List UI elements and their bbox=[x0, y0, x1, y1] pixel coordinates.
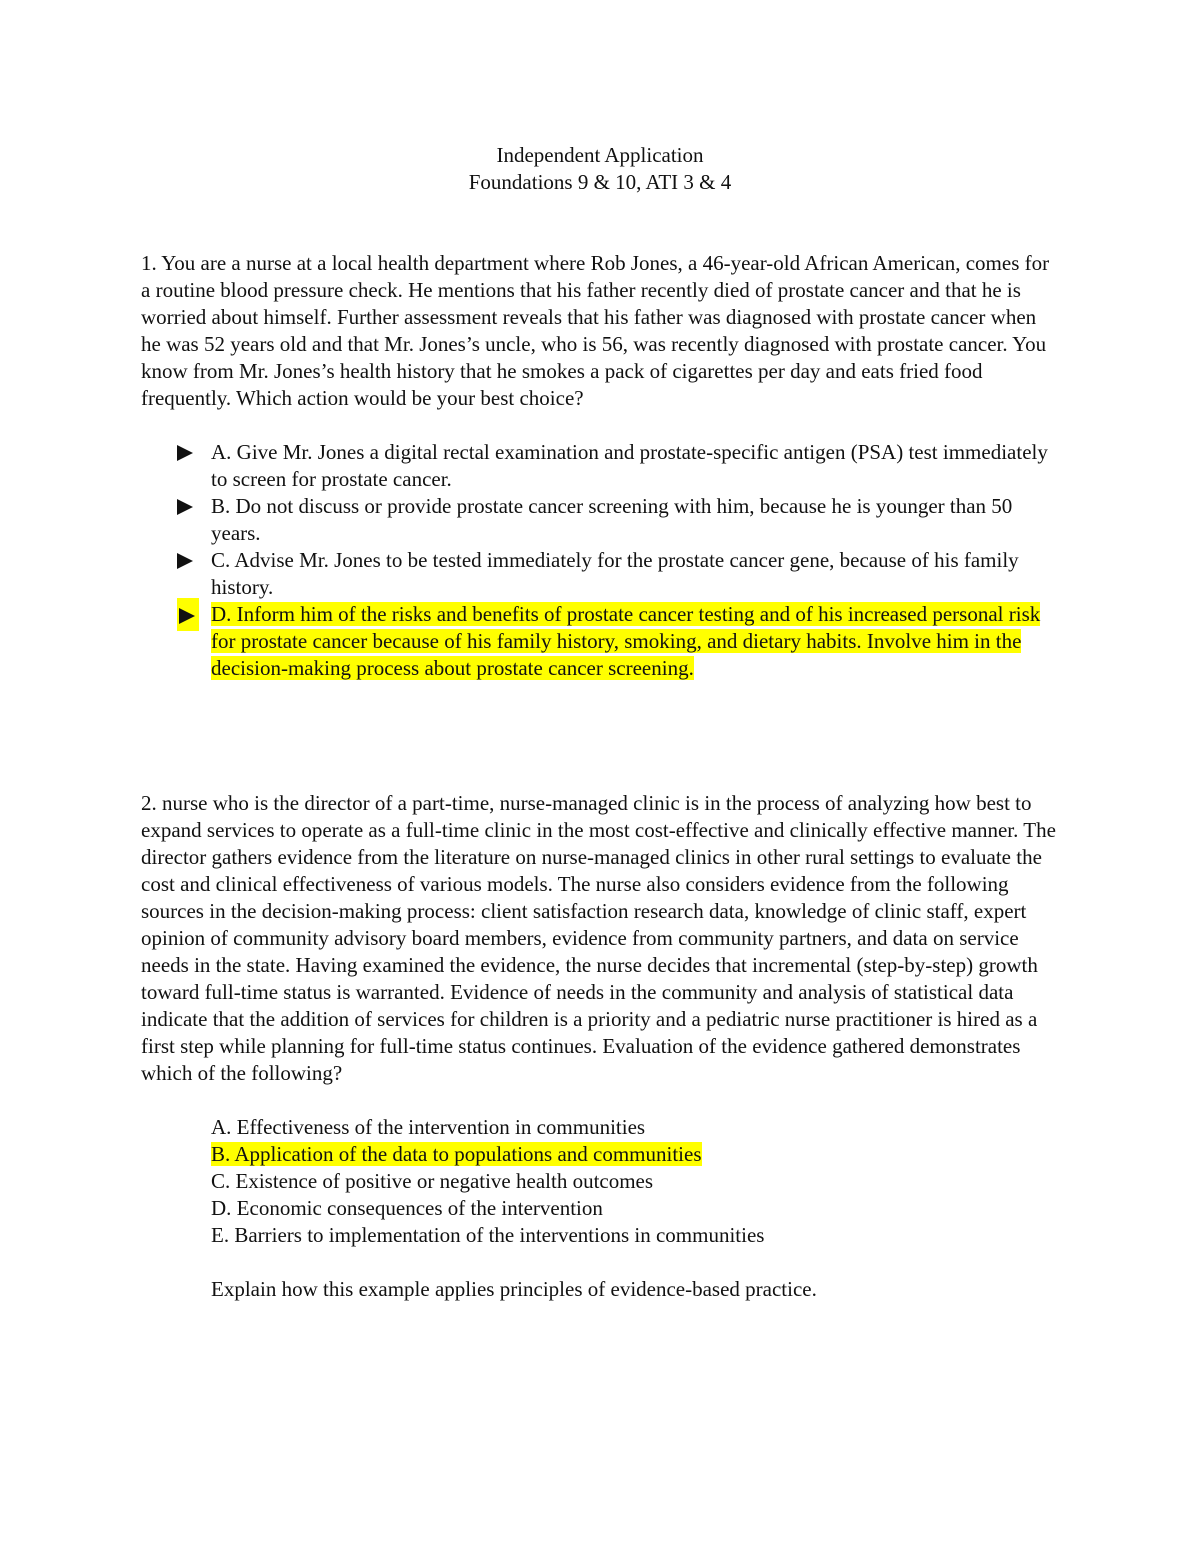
question-2-option-a: A. Effectiveness of the intervention in communities bbox=[211, 1115, 646, 1139]
document-subtitle: Foundations 9 & 10, ATI 3 & 4 bbox=[468, 170, 732, 194]
question-1-options bbox=[141, 439, 1061, 682]
document-header bbox=[0, 142, 1200, 196]
question-2-option-d: D. Economic consequences of the intervention bbox=[211, 1196, 603, 1220]
option-label-highlighted: D. Inform him of the risks and benefits of prostate cancer testing and of his increased personal risk for prostate cancer because of his family history, smoking, and dietary habits. Involve him in the decision-making process about prostate cancer screening. bbox=[211, 602, 1041, 680]
question-2-options bbox=[211, 1114, 1061, 1249]
option-label: B. Do not discuss or provide prostate cancer screening with him, because he is younger than 50 years. bbox=[211, 494, 1013, 545]
question-1-option-b bbox=[141, 493, 1061, 547]
right-triangle-arrow-icon bbox=[177, 439, 199, 466]
option-label: A. Give Mr. Jones a digital rectal examination and prostate-specific antigen (PSA) test immediately to screen for prostate cancer. bbox=[211, 440, 1048, 491]
question-1-option-d-highlighted bbox=[141, 601, 1061, 682]
question-2-option-e: E. Barriers to implementation of the interventions in communities bbox=[211, 1223, 765, 1247]
option-label: C. Advise Mr. Jones to be tested immediately for the prostate cancer gene, because of his family history. bbox=[211, 548, 1019, 599]
question-2-explain-prompt: Explain how this example applies principles of evidence-based practice. bbox=[211, 1277, 817, 1301]
question-1-option-c bbox=[141, 547, 1061, 601]
question-2-text: 2. nurse who is the director of a part-time, nurse-managed clinic is in the process of analyzing how best to expand services to operate as a full-time clinic in the most cost-effective and clinically effective manner. The director gathers evidence from the literature on nurse-managed clinics in other rural settings to evaluate the cost and clinical effectiveness of various models. The nurse also considers evidence from the following sources in the decision-making process: client satisfaction research data, knowledge of clinic staff, expert opinion of community advisory board members, evidence from community partners, and data on service needs in the state. Having examined the evidence, the nurse decides that incremental (step-by-step) growth toward full-time status is warranted. Evidence of needs in the community and analysis of statistical data indicate that the addition of services for children is a priority and a pediatric nurse practitioner is hired as a first step while planning for full-time status continues. Evaluation of the evidence gathered demonstrates which of the following? bbox=[141, 791, 1056, 1085]
question-2-option-c: C. Existence of positive or negative health outcomes bbox=[211, 1169, 654, 1193]
question-1-option-a bbox=[141, 439, 1061, 493]
right-triangle-arrow-icon bbox=[177, 601, 199, 628]
document-title: Independent Application bbox=[496, 143, 704, 167]
right-triangle-arrow-icon bbox=[177, 493, 199, 520]
right-triangle-arrow-icon bbox=[177, 547, 199, 574]
option-label-highlighted: B. Application of the data to populations and communities bbox=[211, 1142, 702, 1166]
question-2-option-b-highlighted bbox=[211, 1141, 1061, 1168]
question-1-text: 1. You are a nurse at a local health department where Rob Jones, a 46-year-old African American, comes for a routine blood pressure check. He mentions that his father recently died of prostate cancer and that he is worried about himself. Further assessment reveals that his father was diagnosed with prostate cancer when he was 52 years old and that Mr. Jones’s uncle, who is 56, was recently diagnosed with prostate cancer. You know from Mr. Jones’s health history that he smokes a pack of cigarettes per day and eats fried food frequently. Which action would be your best choice? bbox=[141, 251, 1050, 410]
document-page bbox=[141, 142, 1061, 1303]
